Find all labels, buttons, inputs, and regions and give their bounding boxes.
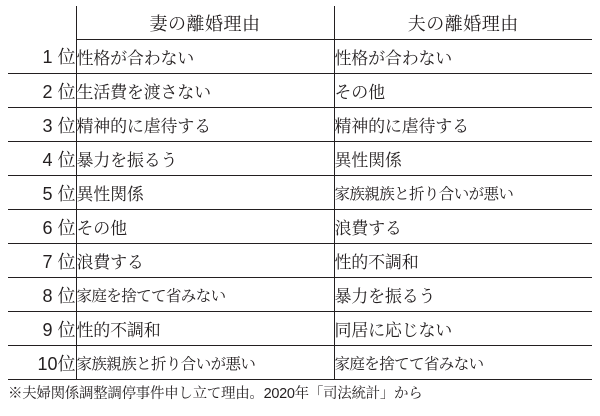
rank-label: 2 位 [8, 74, 76, 108]
rank-label: 10位 [8, 346, 76, 380]
table-row [8, 346, 592, 380]
wife-reason: 浪費する [76, 244, 334, 278]
rank-label: 3 位 [8, 108, 76, 142]
husband-reason: 異性関係 [334, 142, 592, 176]
husband-reason: 暴力を振るう [334, 278, 592, 312]
wife-reason: 精神的に虐待する [76, 108, 334, 142]
divorce-reason-table [8, 6, 592, 380]
wife-reason: その他 [76, 210, 334, 244]
husband-reason: 精神的に虐待する [334, 108, 592, 142]
husband-reason: 性格が合わない [334, 40, 592, 74]
table-row [8, 210, 592, 244]
header-wife: 妻の離婚理由 [76, 6, 334, 40]
husband-reason: 家族親族と折り合いが悪い [334, 176, 592, 210]
wife-reason: 性的不調和 [76, 312, 334, 346]
rank-label: 1 位 [8, 40, 76, 74]
wife-reason: 生活費を渡さない [76, 74, 334, 108]
table-row [8, 176, 592, 210]
table-row [8, 74, 592, 108]
table-header [8, 6, 592, 40]
rank-label: 8 位 [8, 278, 76, 312]
husband-reason: 同居に応じない [334, 312, 592, 346]
rank-label: 7 位 [8, 244, 76, 278]
rank-label: 6 位 [8, 210, 76, 244]
table-row [8, 142, 592, 176]
footnote: ※夫婦関係調整調停事件申し立て理由。2020年「司法統計」から [8, 386, 423, 402]
table-body [8, 40, 592, 380]
rank-label: 4 位 [8, 142, 76, 176]
header-husband: 夫の離婚理由 [334, 6, 592, 40]
wife-reason: 異性関係 [76, 176, 334, 210]
wife-reason: 家族親族と折り合いが悪い [76, 346, 334, 380]
wife-reason: 性格が合わない [76, 40, 334, 74]
wife-reason: 家庭を捨てて省みない [76, 278, 334, 312]
table-row [8, 244, 592, 278]
header-row [8, 6, 592, 40]
header-rank [8, 6, 76, 40]
table-row [8, 40, 592, 74]
rank-label: 9 位 [8, 312, 76, 346]
husband-reason: その他 [334, 74, 592, 108]
rank-label: 5 位 [8, 176, 76, 210]
husband-reason: 性的不調和 [334, 244, 592, 278]
wife-reason: 暴力を振るう [76, 142, 334, 176]
husband-reason: 浪費する [334, 210, 592, 244]
husband-reason: 家庭を捨てて省みない [334, 346, 592, 380]
table-row [8, 108, 592, 142]
table-row [8, 278, 592, 312]
table-row [8, 312, 592, 346]
